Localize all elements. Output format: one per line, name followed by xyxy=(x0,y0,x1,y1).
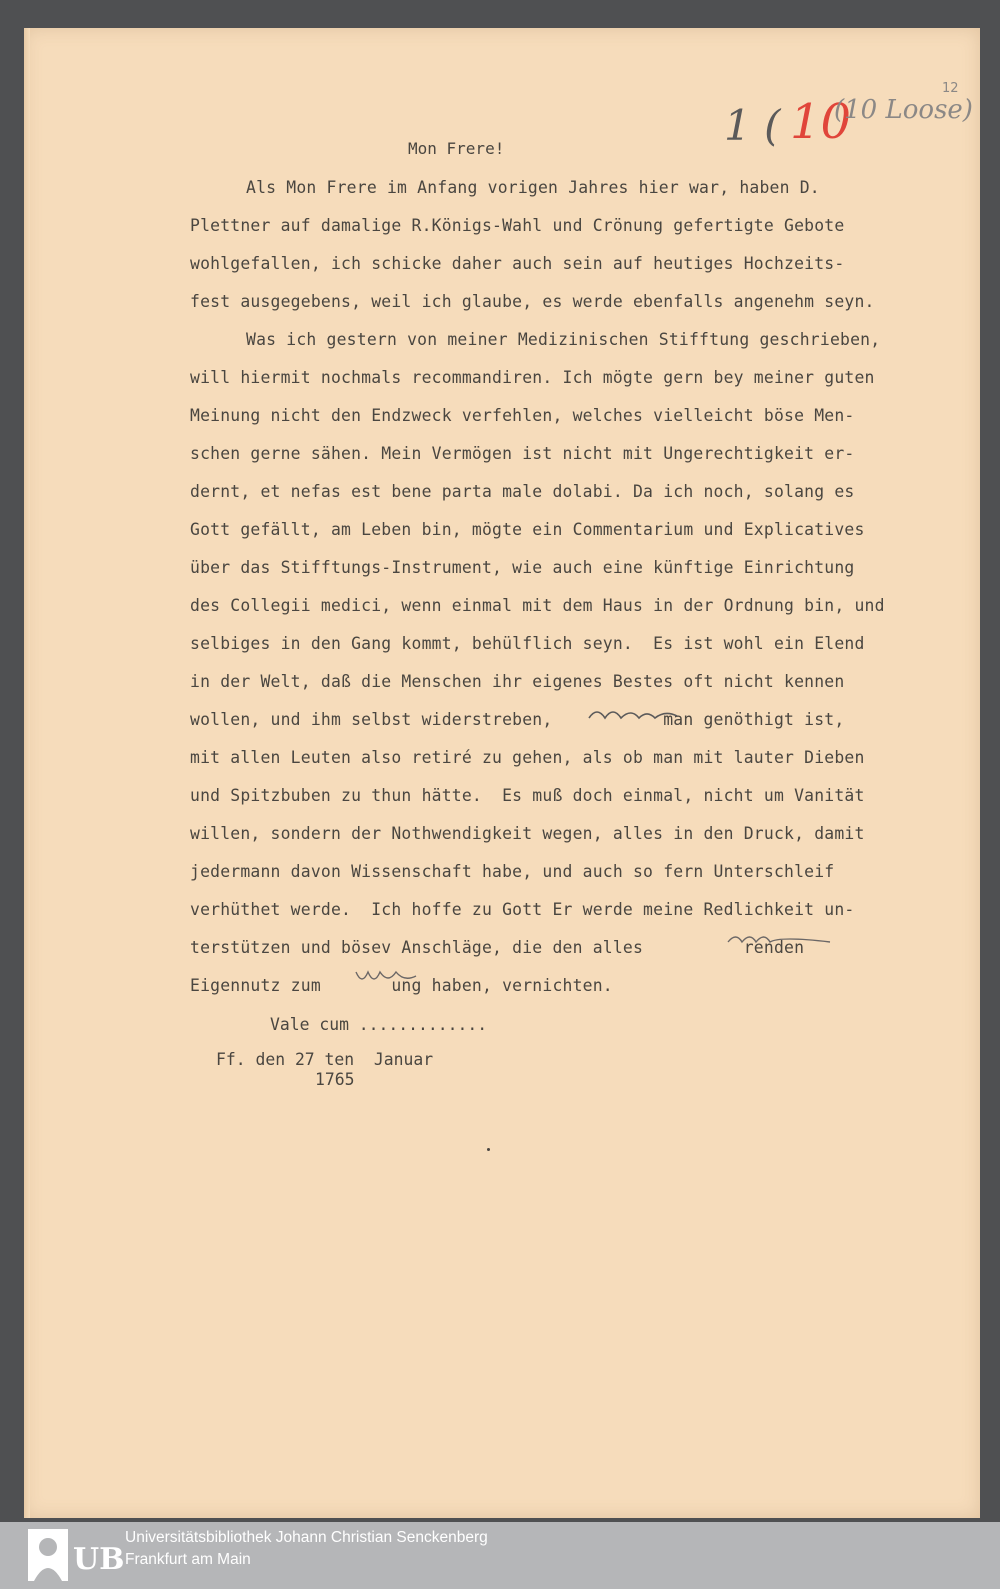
red-archive-number: 10 xyxy=(790,94,852,150)
handwritten-word xyxy=(352,962,422,990)
body-line: des Collegii medici, wenn einmal mit dem Haus in der Ordnung bin, und xyxy=(190,596,885,615)
salutation: Mon Frere! xyxy=(408,139,505,158)
corner-number: 12 xyxy=(942,81,959,96)
pencil-note: (10 Loose) xyxy=(834,95,973,125)
logo-text: UB xyxy=(73,1542,125,1577)
closing: Vale cum ............. xyxy=(270,1015,488,1034)
year: 1765 xyxy=(315,1070,355,1089)
body-line: Gott gefällt, am Leben bin, mögte ein Commentarium und Explicatives xyxy=(190,520,865,539)
body-line: in der Welt, daß die Menschen ihr eigenes Bestes oft nicht kennen xyxy=(190,672,845,691)
body-line: über das Stifftungs-Instrument, wie auch eine künftige Einrichtung xyxy=(190,558,855,577)
body-line: will hiermit nochmals recommandiren. Ich mögte gern bey meiner guten xyxy=(190,368,875,387)
body-line: dernt, et nefas est bene parta male dolabi. Da ich noch, solang es xyxy=(190,482,855,501)
handwritten-insertion xyxy=(584,698,704,728)
body-line: verhüthet werde. Ich hoffe zu Gott Er werde meine Redlichkeit un- xyxy=(190,900,855,919)
place-date: Ff. den 27 ten Januar xyxy=(216,1050,434,1069)
body-line: Als Mon Frere im Anfang vorigen Jahres hier war, haben D. xyxy=(246,178,820,197)
handwritten-correction xyxy=(724,928,834,952)
body-line: selbiges in den Gang kommt, behülflich seyn. Es ist wohl ein Elend xyxy=(190,634,865,653)
body-line: Eigennutz zum ung haben, vernichten. xyxy=(190,976,613,995)
body-line: terstützen und bösev Anschläge, die den alles renden xyxy=(190,938,805,957)
library-logo-icon xyxy=(28,1529,125,1581)
body-line: schen gerne sähen. Mein Vermögen ist nicht mit Ungerechtigkeit er- xyxy=(190,444,855,463)
body-line: fest ausgegebens, weil ich glaube, es werde ebenfalls angenehm seyn. xyxy=(190,292,875,311)
library-footer xyxy=(0,1522,1000,1589)
body-line: wollen, und ihm selbst widerstreben, man genöthigt ist, xyxy=(190,710,845,729)
archive-annotation xyxy=(724,70,984,160)
ink-dot xyxy=(487,1148,490,1151)
letter-page xyxy=(24,28,980,1518)
pencil-mark: 1 ( xyxy=(724,101,781,150)
body-line: willen, sondern der Nothwendigkeit wegen, alles in den Druck, damit xyxy=(190,824,865,843)
institution-city: Frankfurt am Main xyxy=(125,1551,251,1568)
body-line: mit allen Leuten also retiré zu gehen, als ob man mit lauter Dieben xyxy=(190,748,865,767)
body-line: und Spitzbuben zu thun hätte. Es muß doch einmal, nicht um Vanität xyxy=(190,786,865,805)
body-line: Was ich gestern von meiner Medizinischen Stifftung geschrieben, xyxy=(246,330,881,349)
body-line: Meinung nicht den Endzweck verfehlen, welches vielleicht böse Men- xyxy=(190,406,855,425)
institution-name: Universitätsbibliothek Johann Christian Senckenberg xyxy=(125,1529,488,1546)
body-line: wohlgefallen, ich schicke daher auch sein auf heutiges Hochzeits- xyxy=(190,254,845,273)
body-line: Plettner auf damalige R.Königs-Wahl und Crönung gefertigte Gebote xyxy=(190,216,845,235)
body-line: jedermann davon Wissenschaft habe, und auch so fern Unterschleif xyxy=(190,862,835,881)
